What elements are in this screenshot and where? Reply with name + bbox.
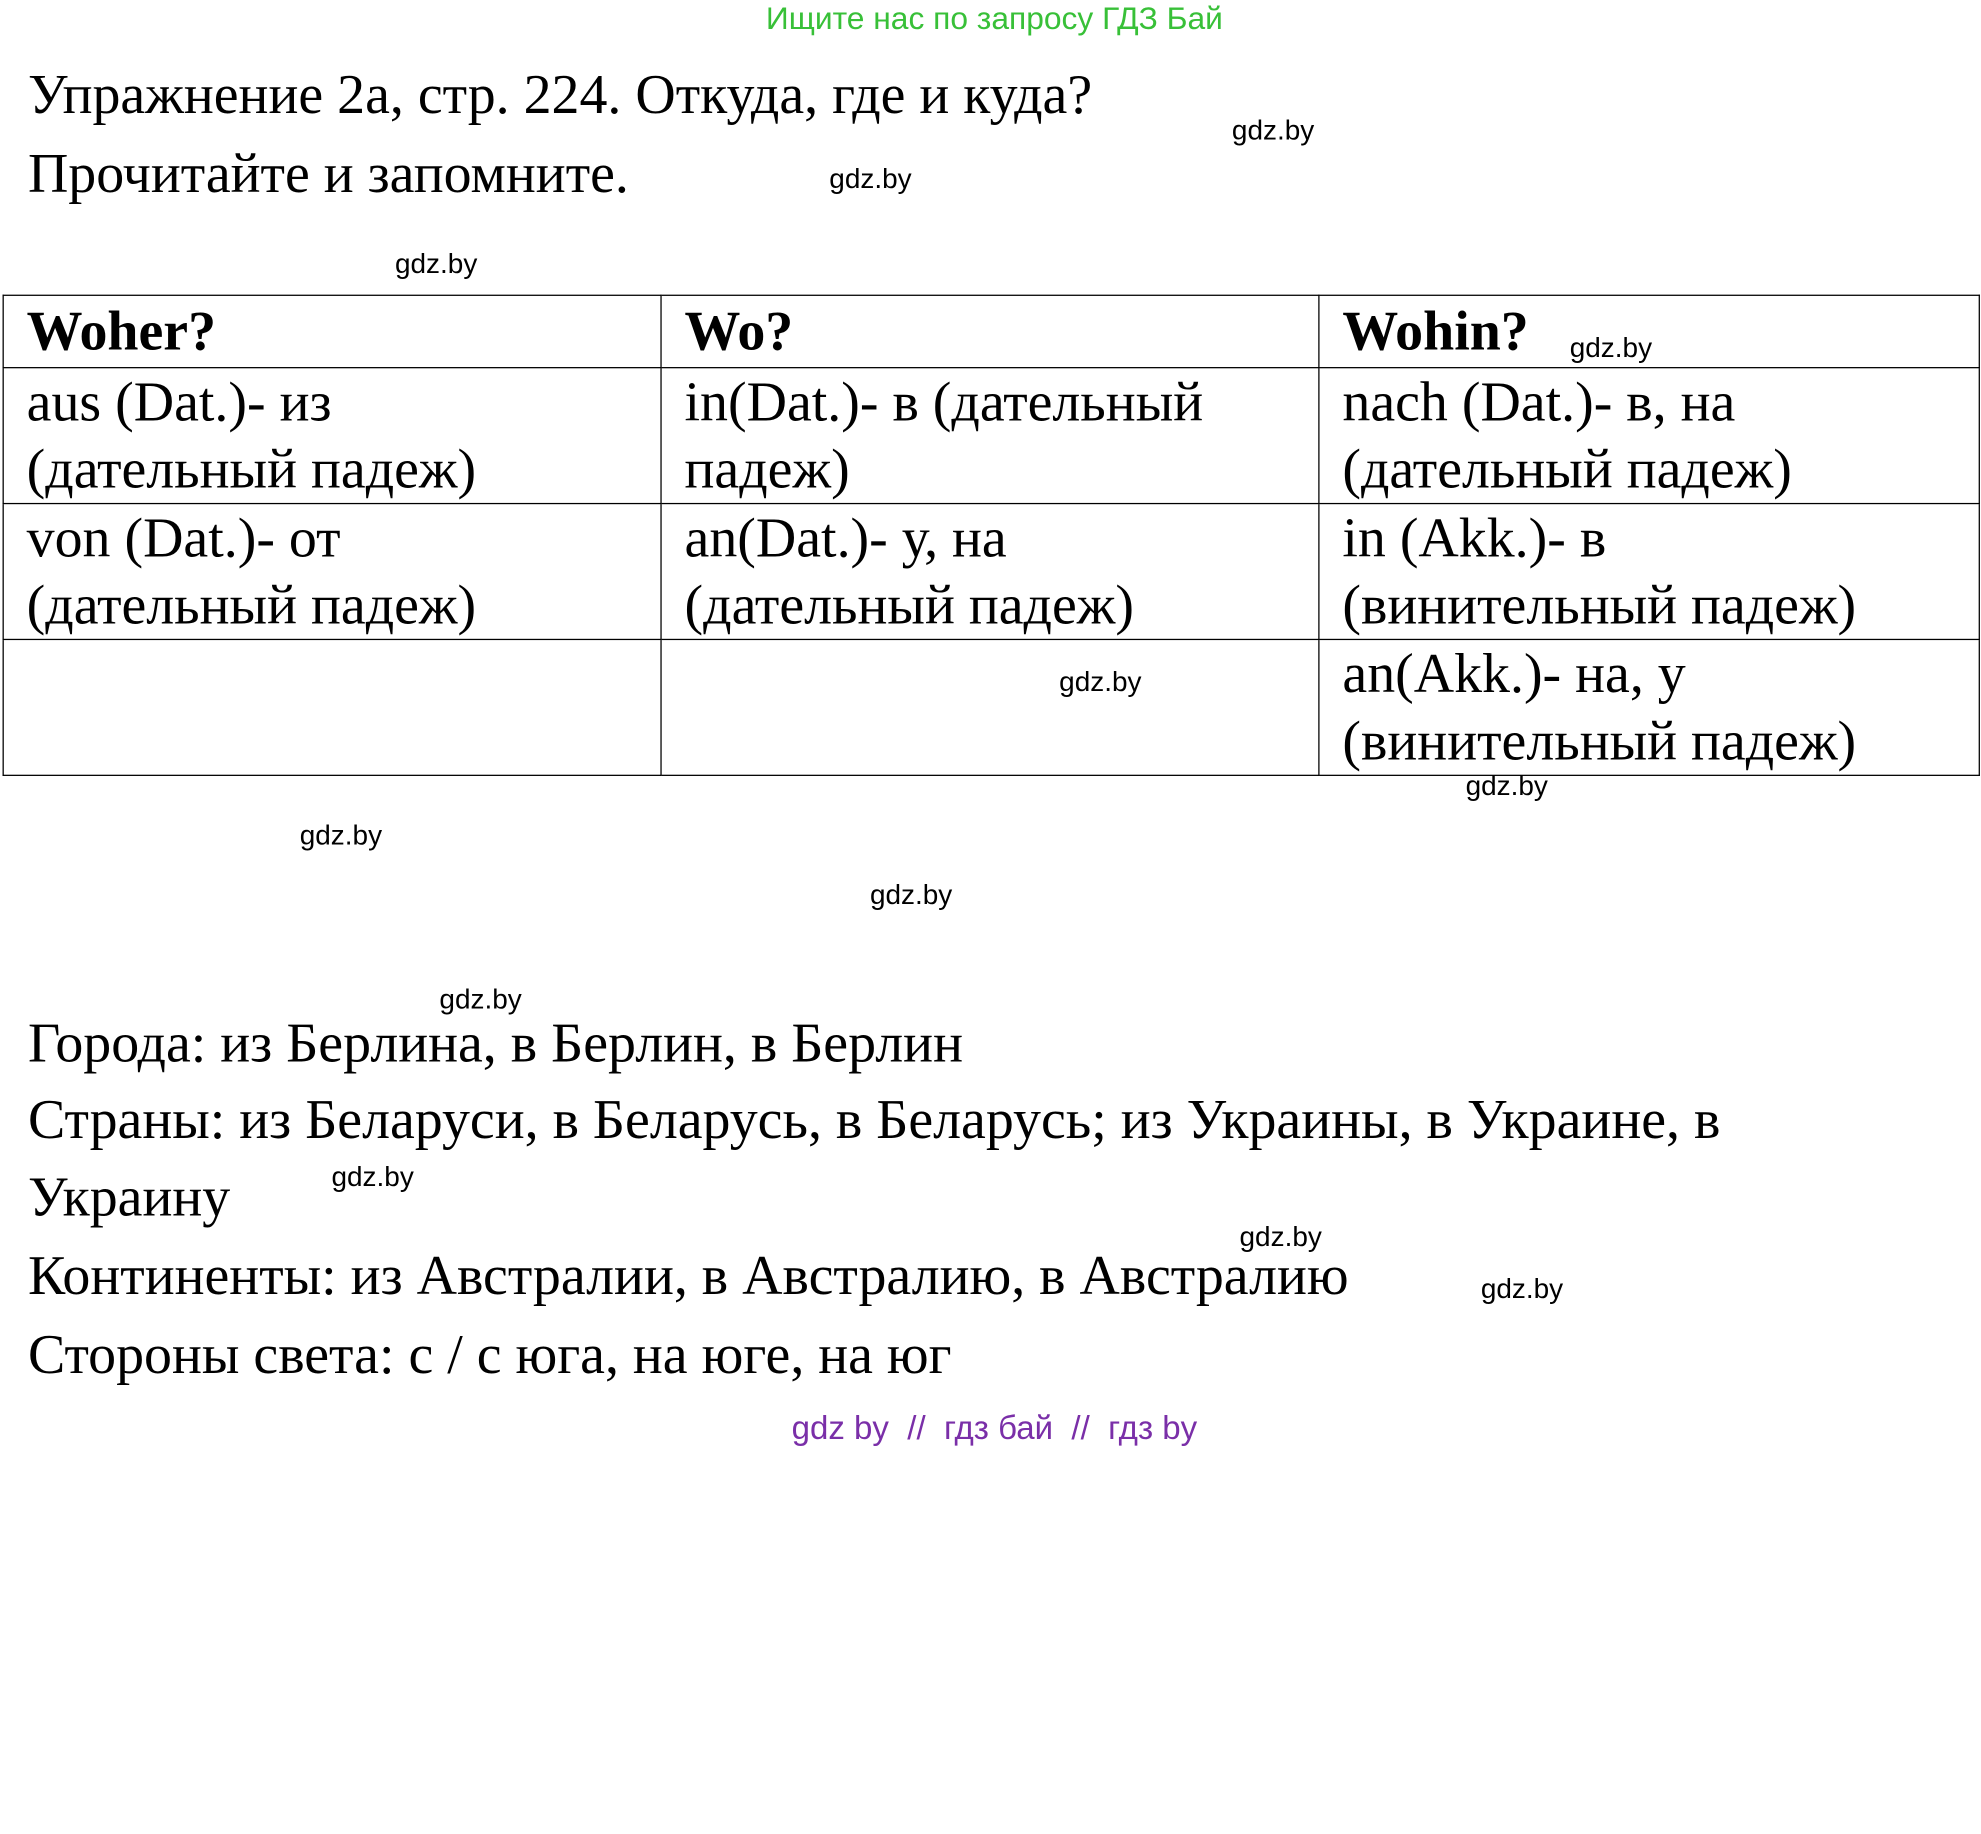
watermark: gdz.by xyxy=(1569,331,1653,364)
site-footer: gdz by // гдз бай // гдз by xyxy=(791,1408,1198,1447)
example-countries: Страны: из Беларуси, в Беларусь, в Беларусь; из Украины, в Украине, в xyxy=(27,1088,1721,1151)
column-header-wo: Wo? xyxy=(661,295,1319,367)
watermark: gdz.by xyxy=(299,819,383,851)
table-row xyxy=(3,368,1979,504)
table-header-row xyxy=(3,295,1979,367)
table-cell: nach (Dat.)- в, на (дательный падеж) xyxy=(1319,368,1979,504)
example-cities: Города: из Берлина, в Берлин, в Берлин xyxy=(27,1012,963,1075)
table-cell xyxy=(661,639,1319,775)
table-cell: an(Dat.)- у, на (дательный падеж) xyxy=(661,504,1319,640)
watermark: gdz.by xyxy=(1059,665,1142,698)
watermark: gdz.by xyxy=(331,1160,414,1193)
watermark: gdz.by xyxy=(869,878,953,911)
site-banner: Ищите нас по запросу ГДЗ Бай xyxy=(765,1,1223,37)
watermark: gdz.by xyxy=(1465,769,1548,802)
exercise-title: Упражнение 2а, стр. 224. Откуда, где и куда? xyxy=(27,63,1093,126)
exercise-instruction: Прочитайте и запомните. xyxy=(27,142,629,205)
watermark: gdz.by xyxy=(1480,1272,1564,1305)
table-row xyxy=(3,504,1979,640)
example-continents: Континенты: из Австралии, в Австралию, в Австралию xyxy=(27,1244,1349,1307)
table-cell: von (Dat.)- от (дательный падеж) xyxy=(3,504,661,640)
table-cell: aus (Dat.)- из (дательный падеж) xyxy=(3,368,661,504)
prepositions-table xyxy=(3,295,1980,776)
watermark: gdz.by xyxy=(1239,1220,1322,1253)
table-cell: in (Akk.)- в (винительный падеж) xyxy=(1319,504,1979,640)
watermark: gdz.by xyxy=(829,162,912,195)
table-row xyxy=(3,639,1979,775)
watermark: gdz.by xyxy=(394,247,478,280)
example-cardinal-directions: Стороны света: с / с юга, на юге, на юг xyxy=(27,1323,952,1386)
table-cell xyxy=(3,639,661,775)
example-countries-continued: Украину xyxy=(27,1165,231,1229)
column-header-wohin: Wohin? xyxy=(1319,295,1979,367)
watermark: gdz.by xyxy=(439,982,522,1015)
table-cell: an(Akk.)- на, у (винительный падеж) xyxy=(1319,639,1979,775)
watermark: gdz.by xyxy=(1231,114,1315,147)
table-cell: in(Dat.)- в (дательный падеж) xyxy=(661,368,1319,504)
column-header-woher: Woher? xyxy=(3,295,661,367)
